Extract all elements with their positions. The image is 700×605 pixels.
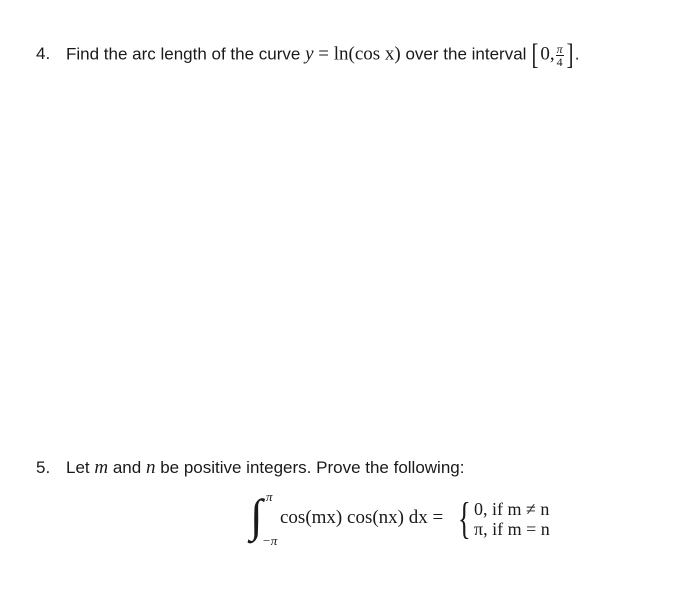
math-var-m: m	[94, 457, 109, 478]
integral-upper-limit: π	[266, 489, 273, 504]
integrand: cos(mx) cos(nx) dx =	[280, 507, 444, 528]
integral-equation	[250, 489, 580, 555]
problem-number: 5.	[36, 458, 51, 477]
case-unequal: 0, if m ≠ n	[474, 499, 550, 519]
case-equal: π, if m = n	[474, 519, 550, 539]
interval-open-bracket: [	[531, 38, 539, 71]
integral-lower-limit: −π	[262, 533, 278, 548]
cases-brace: {	[458, 494, 471, 543]
problem-text-and: and	[112, 458, 142, 477]
math-var-n: n	[145, 457, 156, 478]
interval	[530, 40, 574, 70]
math-var-y: y	[305, 43, 314, 65]
math-expression: ln(cos x)	[333, 43, 401, 65]
problem-5	[36, 457, 464, 479]
fraction-denominator: 4	[556, 54, 563, 69]
math-equals: =	[318, 43, 329, 65]
problem-4	[36, 40, 579, 70]
problem-text-continued: over the interval	[405, 44, 527, 64]
problem-number: 4.	[36, 44, 51, 64]
interval-start: 0,	[540, 43, 555, 65]
fraction-numerator: π	[556, 41, 563, 56]
integral-sign: ∫	[250, 490, 263, 541]
problem-text: Find the arc length of the curve	[66, 44, 301, 64]
problem-text-rest: be positive integers. Prove the following:	[160, 458, 465, 477]
interval-close-bracket: ]	[566, 38, 574, 71]
problem-text-let: Let	[66, 458, 90, 477]
period: .	[574, 44, 580, 64]
interval-end-fraction	[556, 43, 564, 68]
